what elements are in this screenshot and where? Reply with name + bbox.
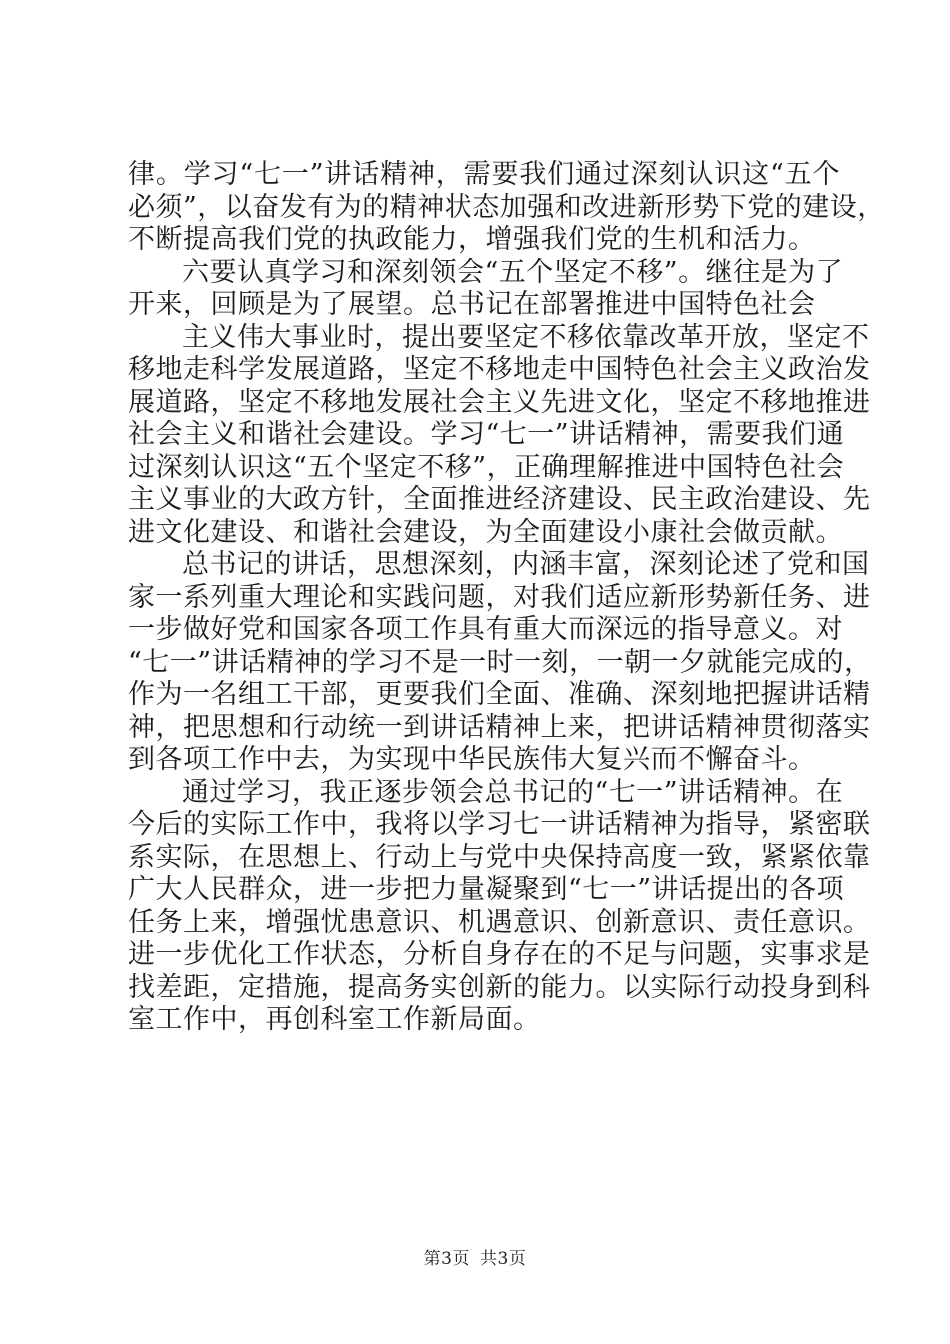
text-line: 室工作中，再创科室工作新局面。: [128, 1004, 541, 1035]
text-line: 进文化建设、和谐社会建设，为全面建设小康社会做贡献。: [128, 516, 843, 548]
text-line: 神，把思想和行动统一到讲话精神上来，把讲话精神贯彻落实: [128, 711, 871, 743]
text-line: 到各项工作中去，为实现中华民族伟大复兴而不懈奋斗。: [128, 744, 816, 775]
page-footer: [0, 1244, 950, 1269]
text-line: 一步做好党和国家各项工作具有重大而深远的指导意义。对: [128, 614, 843, 645]
text-line: 不断提高我们党的执政能力，增强我们党的生机和活力。: [128, 224, 816, 255]
text-line: 家一系列重大理论和实践问题，对我们适应新形势新任务、进: [128, 581, 871, 613]
text-line: 开来，回顾是为了展望。总书记在部署推进中国特色社会: [128, 289, 816, 320]
paragraph-start-line: 总书记的讲话，思想深刻，内涵丰富，深刻论述了党和国: [182, 549, 870, 580]
text-line: “七一”讲话精神的学习不是一时一刻，一朝一夕就能完成的，: [128, 646, 872, 678]
text-line: 进一步优化工作状态，分析自身存在的不足与问题，实事求是: [128, 939, 871, 970]
text-line: 社会主义和谐社会建设。学习“七一”讲话精神，需要我们通: [128, 419, 845, 450]
text-line: 任务上来，增强忧患意识、机遇意识、创新意识、责任意识。: [128, 906, 871, 938]
text-line: 找差距，定措施，提高务实创新的能力。以实际行动投身到科: [128, 971, 871, 1003]
text-line: 主义事业的大政方针，全面推进经济建设、民主政治建设、先: [128, 484, 871, 515]
body-text: [128, 159, 885, 1037]
text-line: 作为一名组工干部，更要我们全面、准确、深刻地把握讲话精: [128, 679, 871, 710]
paragraph-start-line: 主义伟大事业时，提出要坚定不移依靠改革开放，坚定不: [182, 321, 870, 353]
page-number: 第3页: [423, 1249, 470, 1269]
paragraph-start-line: 通过学习，我正逐步领会总书记的“七一”讲话精神。在: [182, 776, 844, 808]
text-line: 广大人民群众，进一步把力量凝聚到“七一”讲话提出的各项: [128, 874, 845, 905]
text-line: 过深刻认识这“五个坚定不移”，正确理解推进中国特色社会: [128, 451, 845, 483]
text-line: 今后的实际工作中，我将以学习七一讲话精神为指导，紧密联: [128, 809, 871, 840]
text-line: 展道路，坚定不移地发展社会主义先进文化，坚定不移地推进: [128, 386, 871, 418]
text-line: 移地走科学发展道路，坚定不移地走中国特色社会主义政治发: [128, 354, 871, 385]
text-line: 律。学习“七一”讲话精神，需要我们通过深刻认识这“五个: [128, 159, 840, 190]
text-line: 系实际，在思想上、行动上与党中央保持高度一致，紧紧依靠: [128, 841, 871, 873]
paragraph-start-line: 六要认真学习和深刻领会“五个坚定不移”。继往是为了: [182, 256, 844, 288]
page-total: 共3页: [480, 1249, 527, 1269]
text-line: 必须”，以奋发有为的精神状态加强和改进新形势下党的建设，: [128, 191, 885, 223]
